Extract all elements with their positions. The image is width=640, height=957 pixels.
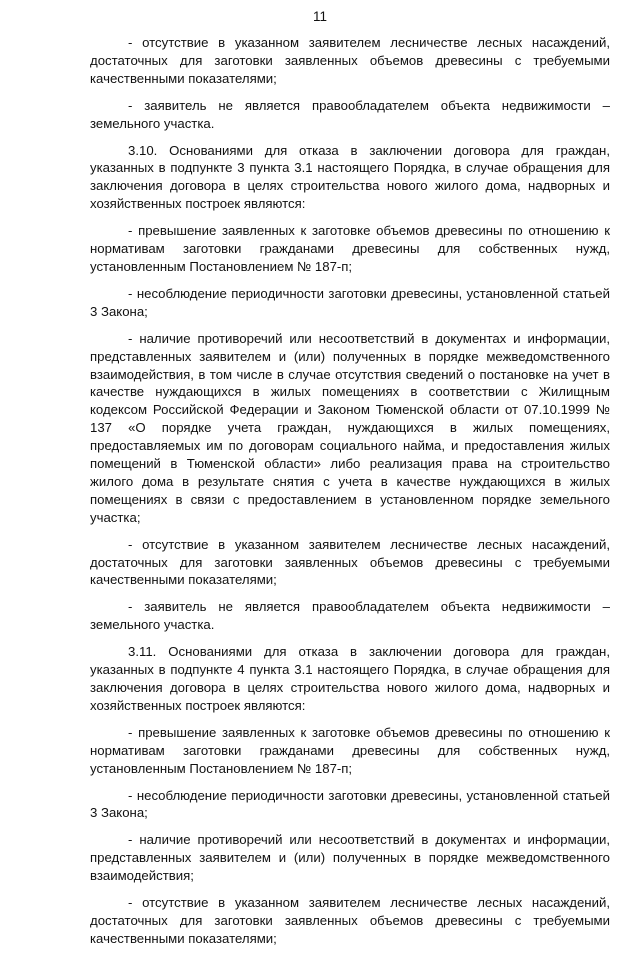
paragraph: 3.11. Основаниями для отказа в заключении договора для граждан, указанных в подпункте 4 пункта 3.1 настоящего Порядка, в случае обращения для заключения договора в целях строительства нового жилого дома, надворных и хозяйственных построек являются:: [90, 644, 610, 713]
page-number: 11: [312, 9, 327, 24]
paragraph: - наличие противоречий или несоответствий в документах и информации, представленных заявителем и (или) полученных в порядке межведомственного взаимодействия;: [90, 832, 610, 884]
paragraph: - несоблюдение периодичности заготовки древесины, установленной статьей 3 Закона;: [90, 787, 610, 821]
paragraph: - отсутствие в указанном заявителем лесничестве лесных насаждений, достаточных для заготовки заявленных объемов древесины с требуемыми качественными показателями;: [90, 895, 610, 946]
paragraph: - заявитель не является правообладателем объекта недвижимости – земельного участка.: [90, 599, 610, 633]
paragraph: - заявитель не является правообладателем объекта недвижимости – земельного участка.: [90, 97, 610, 131]
paragraph: 3.10. Основаниями для отказа в заключении договора для граждан, указанных в подпункте 3 пункта 3.1 настоящего Порядка, в случае обращения для заключения договора в целях строительства нового жилого дома, надворных и хозяйственных построек являются:: [90, 142, 610, 212]
paragraph: - отсутствие в указанном заявителем лесничестве лесных насаждений, достаточных для заготовки заявленных объемов древесины с требуемыми качественными показателями;: [90, 536, 610, 588]
paragraph: - отсутствие в указанном заявителем лесничестве лесных насаждений, достаточных для заготовки заявленных объемов древесины с требуемыми качественными показателями;: [90, 35, 610, 86]
paragraph: - несоблюдение периодичности заготовки древесины, установленной статьей 3 Закона;: [90, 285, 610, 319]
paragraph: - превышение заявленных к заготовке объемов древесины по отношению к нормативам заготовки гражданами древесины для собственных нужд, установленным Постановлением № 187-п;: [90, 724, 610, 776]
document-body: [90, 34, 610, 957]
paragraph: - наличие противоречий или несоответствий в документах и информации, представленных заявителем и (или) полученных в порядке межведомственного взаимодействия, в том числе в случае отсутствия сведений о постановке на учет в качестве нуждающихся в жилых помещениях в соответствии с Жилищным кодексом Российской Федерации и Законом Тюменской области от 07.10.1999 № 137 «О порядке учета граждан, нуждающихся в жилых помещениях, предоставляемых им по договорам социального найма, и предоставления жилых помещений в Тюменской области» либо реализация права на строительство жилого дома в результате снятия с учета в качестве нуждающихся в жилых помещениях в связи с предоставлением в установленном порядке земельного участка;: [90, 330, 610, 525]
paragraph: - превышение заявленных к заготовке объемов древесины по отношению к нормативам заготовки гражданами древесины для собственных нужд, установленным Постановлением № 187-п;: [90, 223, 610, 274]
